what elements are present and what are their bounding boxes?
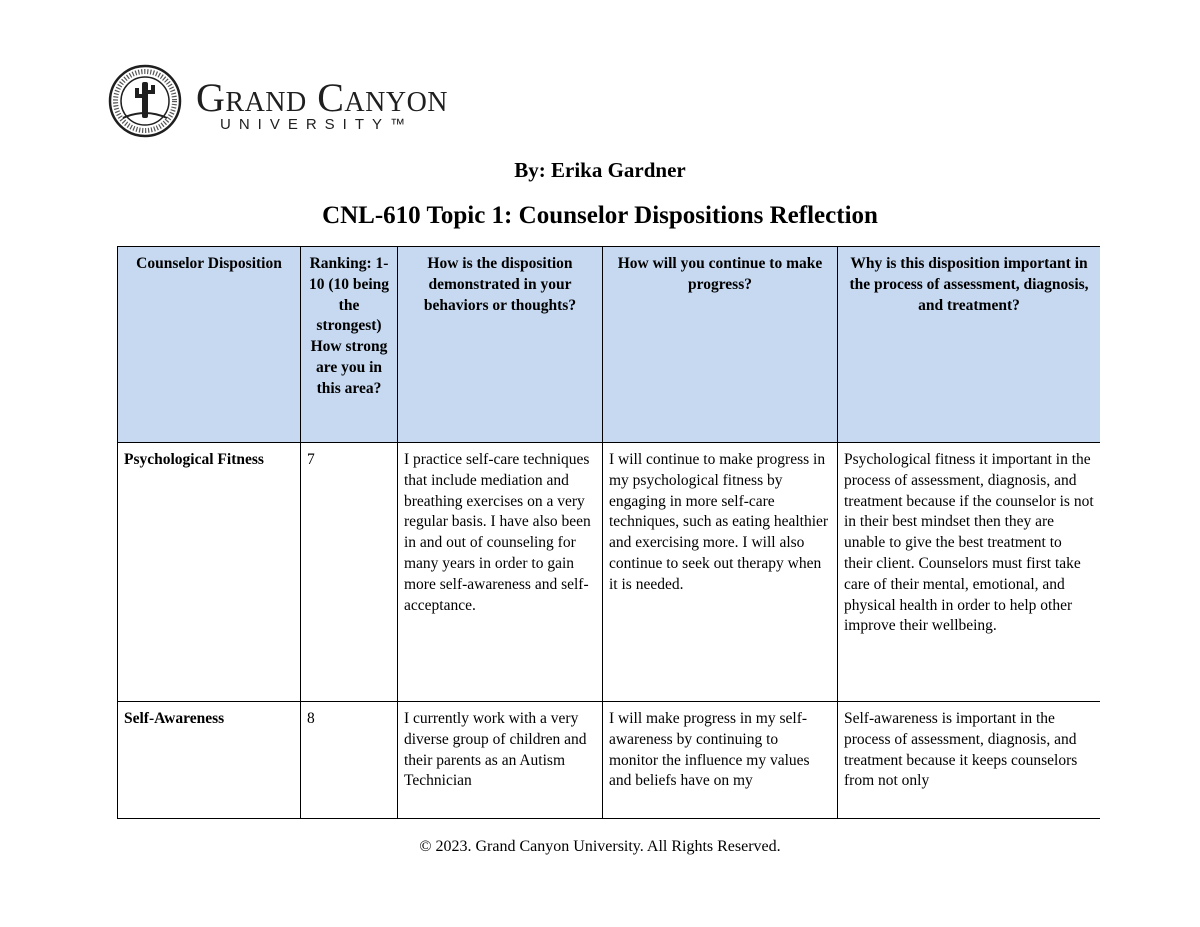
author-line: By: Erika Gardner xyxy=(514,158,686,182)
document-title: CNL-610 Topic 1: Counselor Dispositions Reflection xyxy=(322,202,878,229)
header-progress: How will you continue to make progress? xyxy=(603,247,838,443)
university-seal-icon xyxy=(108,64,182,138)
header-demonstrated: How is the disposition demonstrated in your behaviors or thoughts? xyxy=(398,247,603,443)
header-importance: Why is this disposition important in the process of assessment, diagnosis, and treatment? xyxy=(838,247,1101,443)
header-ranking: Ranking: 1-10 (10 being the strongest) How strong are you in this area? xyxy=(301,247,398,443)
cell-importance: Self-awareness is important in the process of assessment, diagnosis, and treatment because it keeps counselors from not only xyxy=(838,702,1101,820)
table-row xyxy=(118,443,1101,702)
header-disposition: Counselor Disposition xyxy=(118,247,301,443)
copyright-footer: © 2023. Grand Canyon University. All Rights Reserved. xyxy=(419,838,781,855)
logo-name: Grand Canyon xyxy=(196,75,449,120)
cell-demonstrated: I currently work with a very diverse group of children and their parents as an Autism Technician xyxy=(398,702,603,820)
logo-subtitle: UNIVERSITY™ xyxy=(220,116,414,133)
dispositions-table xyxy=(117,246,1100,819)
cell-disposition: Psychological Fitness xyxy=(118,443,301,702)
table-row xyxy=(118,702,1101,820)
cell-disposition: Self-Awareness xyxy=(118,702,301,820)
cell-ranking: 8 xyxy=(301,702,398,820)
cell-progress: I will continue to make progress in my psychological fitness by engaging in more self-care techniques, such as eating healthier and exercising more. I will also continue to seek out therapy when it is needed. xyxy=(603,443,838,702)
cell-demonstrated: I practice self-care techniques that include mediation and breathing exercises on a very regular basis. I have also been in and out of counseling for many years in order to gain more self-awareness and self-acceptance. xyxy=(398,443,603,702)
cell-progress: I will make progress in my self-awareness by continuing to monitor the influence my values and beliefs have on my xyxy=(603,702,838,820)
cell-ranking: 7 xyxy=(301,443,398,702)
dispositions-table-container xyxy=(117,246,1100,819)
cell-importance: Psychological fitness it important in the process of assessment, diagnosis, and treatment because if the counselor is not in their best mindset then they are unable to give the best treatment to their client. Counselors must first take care of their mental, emotional, and physical health in order to help other improve their wellbeing. xyxy=(838,443,1101,702)
table-header-row xyxy=(118,247,1101,443)
university-logo xyxy=(108,64,488,138)
